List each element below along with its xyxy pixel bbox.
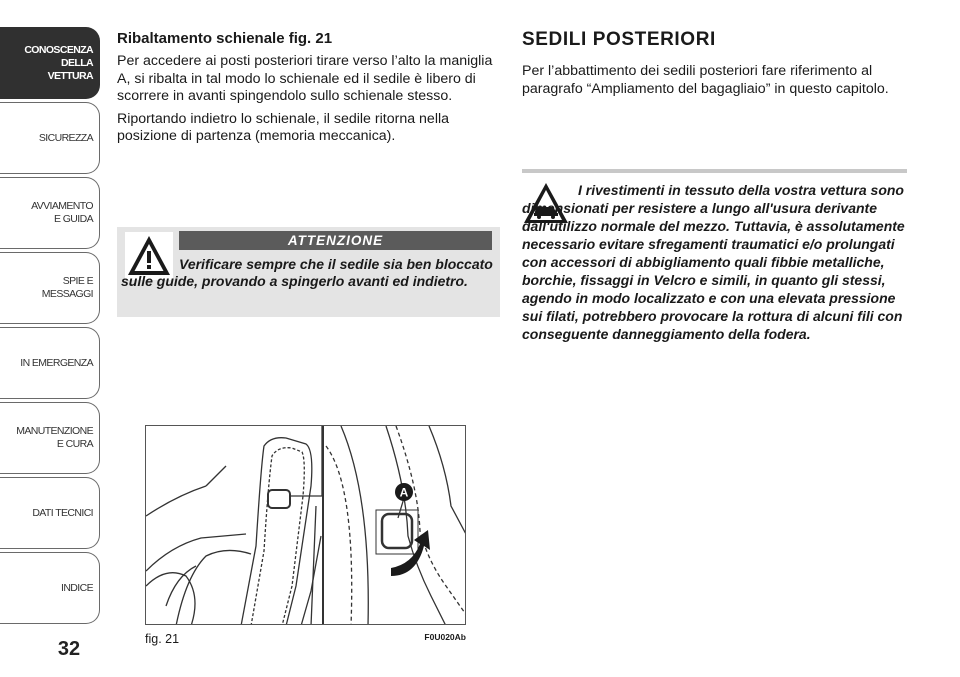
tab-spie-e-messaggi[interactable]: SPIE E MESSAGGI <box>0 252 100 324</box>
seat-illustration <box>146 426 466 625</box>
note-body: I rivestimenti in tessuto della vostra vettura sono dimensionati per resistere a lungo all'usura derivante dall'utilizzo normale del mezzo. Tuttavia, è assolutamente necessario evitare sfregamenti traumatici e/o prolungati con accessori di abbigliamento quali fibbie metalliche, borchie, fissaggi in Velcro e simili, in quanto gli stessi, agendo in modo localizzato e con una elevata pressione sui filati, potrebbero provocare la rottura di alcuni fili con conseguente danneggiamento della fodera. <box>522 182 905 342</box>
paragraph: Riportando indietro lo schienale, il sedile ritorna nella posizione di partenza (memoria meccanica). <box>117 110 450 144</box>
tab-dati-tecnici[interactable]: DATI TECNICI <box>0 477 100 549</box>
page-number: 32 <box>57 638 81 660</box>
tab-manutenzione-e-cura[interactable]: MANUTENZIONE E CURA <box>0 402 100 474</box>
tab-avviamento-e-guida[interactable]: AVVIAMENTO E GUIDA <box>0 177 100 249</box>
right-column <box>522 29 907 103</box>
tab-in-emergenza[interactable]: IN EMERGENZA <box>0 327 100 399</box>
figure-seat-lever <box>145 425 466 625</box>
tab-indice[interactable]: INDICE <box>0 552 100 624</box>
warning-box <box>117 227 500 317</box>
warning-header: ATTENZIONE <box>179 231 492 250</box>
tab-conoscenza-della-vettura[interactable]: CONOSCENZA DELLA VETTURA <box>0 27 100 99</box>
paragraph: Per accedere ai posti posteriori tirare verso l’alto la maniglia A, si ribalta in tal modo lo schienale ed il sedile è libero di scorrere in avanti spingendolo sullo schienale stesso. <box>117 53 493 104</box>
left-column <box>117 30 500 151</box>
page-title: SEDILI POSTERIORI <box>522 29 716 50</box>
figure-label-a: A <box>399 485 409 500</box>
warning-text: Verificare sempre che il sedile sia ben bloccato sulle guide, provando a spingerlo avanti ed indietro. <box>121 256 493 289</box>
paragraph: Per l’abbattimento dei sedili posteriori fare riferimento al paragrafo “Ampliamento del bagagliaio” in questo capitolo. <box>522 63 889 97</box>
tab-sicurezza[interactable]: SICUREZZA <box>0 102 100 174</box>
section-heading: Ribaltamento schienale fig. 21 <box>117 30 333 47</box>
divider <box>522 169 907 173</box>
figure-caption: fig. 21 <box>145 632 180 646</box>
figure-code: F0U020Ab <box>424 632 466 642</box>
note-text <box>522 181 907 343</box>
